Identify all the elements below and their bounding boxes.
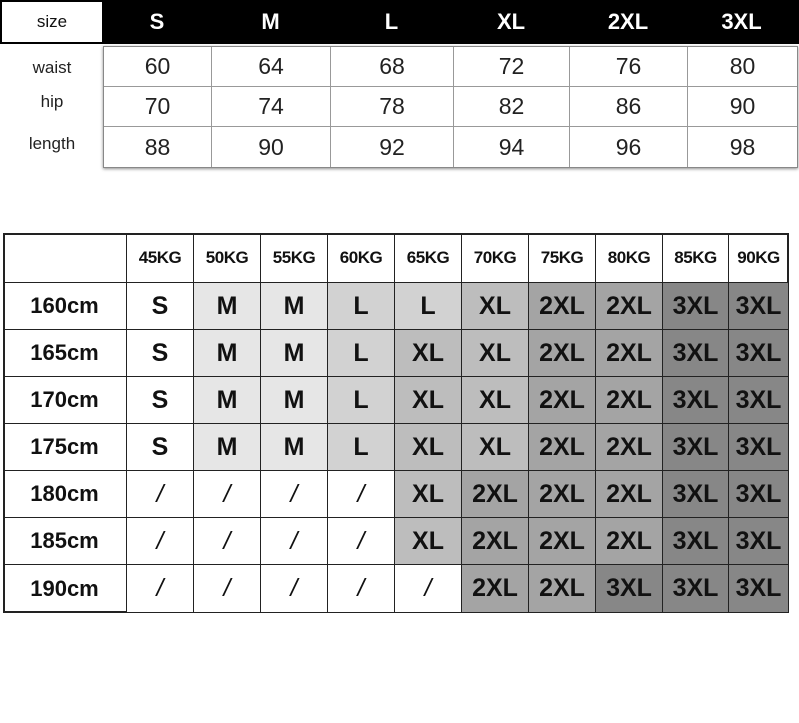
weight-header-55kg: 55KG xyxy=(261,233,328,283)
size-cell-185cm-60kg: / xyxy=(328,518,395,565)
measure-label-hip: hip xyxy=(40,92,64,111)
measure-cell-waist-2xl: 76 xyxy=(570,47,688,87)
size-cell-165cm-60kg: L xyxy=(328,330,395,377)
size-cell-165cm-75kg: 2XL xyxy=(529,330,596,377)
measure-cell-length-3xl: 98 xyxy=(729,133,756,160)
height-label-160cm: 160cm xyxy=(3,283,127,330)
size-cell-165cm-85kg: 3XL xyxy=(663,330,729,377)
size-cell-165cm-65kg: XL xyxy=(395,330,462,377)
size-cell-170cm-65kg: XL xyxy=(395,377,462,424)
size-header-3xl: 3XL xyxy=(721,9,762,34)
size-cell-165cm-50kg: M xyxy=(194,330,261,377)
measurement-body xyxy=(0,46,799,170)
measure-cell-length-s: 88 xyxy=(104,127,212,167)
size-cell-180cm-80kg: 2XL xyxy=(596,471,663,518)
measure-cell-hip-s: 70 xyxy=(104,87,212,127)
measure-label-length: length xyxy=(28,134,76,153)
weight-header-70kg: 70KG xyxy=(462,233,529,283)
measure-cell-length-xl: 94 xyxy=(454,127,570,167)
weight-header-85kg: 85KG xyxy=(663,233,729,283)
measure-cell-hip-m: 74 xyxy=(212,87,331,127)
weight-header-90kg: 90KG xyxy=(729,233,789,283)
size-cell-170cm-50kg: M xyxy=(194,377,261,424)
size-cell-180cm-45kg: / xyxy=(127,471,194,518)
size-cell-170cm-55kg: M xyxy=(261,377,328,424)
size-cell-170cm-80kg: 2XL xyxy=(596,377,663,424)
size-cell-160cm-85kg: 3XL xyxy=(663,283,729,330)
measurement-header-row xyxy=(0,0,799,44)
size-cell-175cm-85kg: 3XL xyxy=(663,424,729,471)
size-cell-180cm-70kg: 2XL xyxy=(462,471,529,518)
size-cell-160cm-55kg: M xyxy=(261,283,328,330)
measurement-grid xyxy=(103,46,798,168)
weight-header-80kg: 80KG xyxy=(596,233,663,283)
size-cell-180cm-65kg: XL xyxy=(395,471,462,518)
size-cell-170cm-45kg: S xyxy=(127,377,194,424)
size-cell-165cm-70kg: XL xyxy=(462,330,529,377)
size-cell-175cm-75kg: 2XL xyxy=(529,424,596,471)
measure-label-waist: waist xyxy=(32,58,72,77)
size-cell-160cm-90kg: 3XL xyxy=(729,283,789,330)
measure-cell-length-m: 90 xyxy=(212,127,331,167)
size-cell-170cm-60kg: L xyxy=(328,377,395,424)
measure-cell-waist-s: 60 xyxy=(104,47,212,87)
size-cell-190cm-55kg: / xyxy=(261,565,328,613)
size-cell-175cm-60kg: L xyxy=(328,424,395,471)
measurement-table xyxy=(0,0,799,170)
weight-header-75kg: 75KG xyxy=(529,233,596,283)
measure-cell-hip-2xl: 86 xyxy=(570,87,688,127)
size-cell-185cm-90kg: 3XL xyxy=(729,518,789,565)
weight-header-60kg: 60KG xyxy=(328,233,395,283)
size-cell-180cm-75kg: 2XL xyxy=(529,471,596,518)
size-cell-180cm-90kg: 3XL xyxy=(729,471,789,518)
size-cell-175cm-55kg: M xyxy=(261,424,328,471)
corner-cell xyxy=(3,233,127,283)
height-label-185cm: 185cm xyxy=(3,518,127,565)
size-cell-165cm-55kg: M xyxy=(261,330,328,377)
size-header-m: M xyxy=(261,9,280,34)
size-cell-185cm-55kg: / xyxy=(261,518,328,565)
height-label-190cm: 190cm xyxy=(3,565,127,613)
size-cell-185cm-45kg: / xyxy=(127,518,194,565)
size-cell-185cm-50kg: / xyxy=(194,518,261,565)
size-cell-190cm-75kg: 2XL xyxy=(529,565,596,613)
size-cell-170cm-85kg: 3XL xyxy=(663,377,729,424)
measure-cell-waist-m: 64 xyxy=(212,47,331,87)
size-cell-190cm-85kg: 3XL xyxy=(663,565,729,613)
size-cell-175cm-45kg: S xyxy=(127,424,194,471)
measure-cell-waist-3xl: 80 xyxy=(688,47,797,87)
size-cell-180cm-50kg: / xyxy=(194,471,261,518)
size-cell-190cm-70kg: 2XL xyxy=(462,565,529,613)
measure-cell-length-2xl: 96 xyxy=(570,127,688,167)
measure-cell-hip-3xl: 90 xyxy=(688,87,797,127)
measure-cell-hip-xl: 82 xyxy=(454,87,570,127)
size-cell-160cm-70kg: XL xyxy=(462,283,529,330)
size-cell-190cm-80kg: 3XL xyxy=(596,565,663,613)
size-cell-190cm-45kg: / xyxy=(127,565,194,613)
measure-cell-hip-l: 78 xyxy=(331,87,454,127)
size-cell-170cm-70kg: XL xyxy=(462,377,529,424)
size-cell-185cm-75kg: 2XL xyxy=(529,518,596,565)
measure-cell-waist-l: 68 xyxy=(331,47,454,87)
size-cell-190cm-90kg: 3XL xyxy=(729,565,789,613)
size-header-l: L xyxy=(384,9,399,34)
size-cell-160cm-50kg: M xyxy=(194,283,261,330)
height-label-165cm: 165cm xyxy=(3,330,127,377)
weight-header-50kg: 50KG xyxy=(194,233,261,283)
size-cell-165cm-80kg: 2XL xyxy=(596,330,663,377)
size-cell-190cm-65kg: / xyxy=(395,565,462,613)
size-cell-185cm-70kg: 2XL xyxy=(462,518,529,565)
size-cell-185cm-65kg: XL xyxy=(395,518,462,565)
size-cell-175cm-70kg: XL xyxy=(462,424,529,471)
size-cell-160cm-60kg: L xyxy=(328,283,395,330)
size-cell-170cm-90kg: 3XL xyxy=(729,377,789,424)
size-cell-180cm-60kg: / xyxy=(328,471,395,518)
size-cell-180cm-85kg: 3XL xyxy=(663,471,729,518)
size-cell-175cm-80kg: 2XL xyxy=(596,424,663,471)
size-cell-160cm-45kg: S xyxy=(127,283,194,330)
size-header-s: S xyxy=(149,9,165,34)
size-cell-190cm-60kg: / xyxy=(328,565,395,613)
size-cell-175cm-65kg: XL xyxy=(395,424,462,471)
height-label-175cm: 175cm xyxy=(3,424,127,471)
size-cell-160cm-75kg: 2XL xyxy=(529,283,596,330)
size-header-xl: XL xyxy=(496,9,526,34)
size-cell-190cm-50kg: / xyxy=(194,565,261,613)
weight-header-65kg: 65KG xyxy=(395,233,462,283)
weight-header-45kg: 45KG xyxy=(127,233,194,283)
measure-cell-waist-xl: 72 xyxy=(454,47,570,87)
size-cell-170cm-75kg: 2XL xyxy=(529,377,596,424)
size-cell-175cm-90kg: 3XL xyxy=(729,424,789,471)
size-cell-180cm-55kg: / xyxy=(261,471,328,518)
size-cell-175cm-50kg: M xyxy=(194,424,261,471)
size-header-label: size xyxy=(2,2,102,42)
size-cell-160cm-80kg: 2XL xyxy=(596,283,663,330)
size-cell-185cm-85kg: 3XL xyxy=(663,518,729,565)
size-chart-table xyxy=(3,233,789,613)
size-header-2xl: 2XL xyxy=(607,9,649,34)
size-cell-160cm-65kg: L xyxy=(395,283,462,330)
height-label-170cm: 170cm xyxy=(3,377,127,424)
size-cell-165cm-45kg: S xyxy=(127,330,194,377)
height-label-180cm: 180cm xyxy=(3,471,127,518)
size-cell-185cm-80kg: 2XL xyxy=(596,518,663,565)
size-cell-165cm-90kg: 3XL xyxy=(729,330,789,377)
measure-cell-length-l: 92 xyxy=(331,127,454,167)
